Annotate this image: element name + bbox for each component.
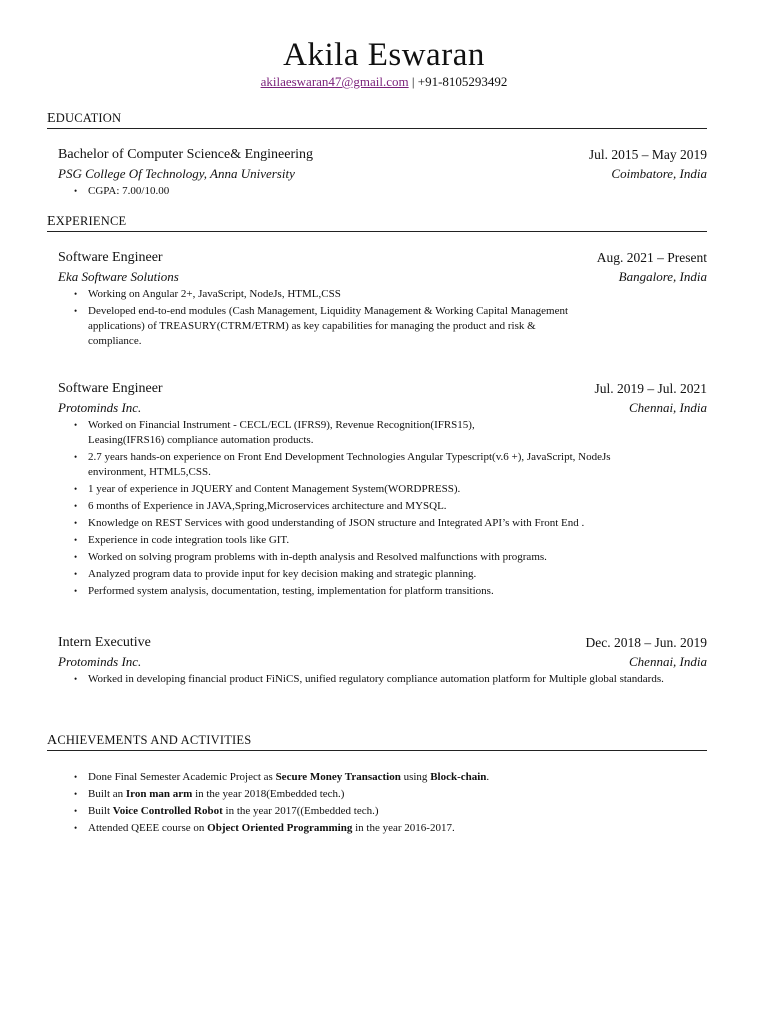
company-name: Protominds Inc. <box>58 654 142 669</box>
list-item: • Developed end-to-end modules (Cash Management, Liquidity Management & Working Capital Management applications) of TREASURY(CTRM/ETRM) as key capabilities for managing the product and risk & compliance. <box>74 304 584 349</box>
job-title: Software Engineer <box>58 250 163 265</box>
section-achievements-heading: ACHIEVEMENTS AND ACTIVITIES <box>47 732 707 751</box>
job-location: Bangalore, India <box>618 269 707 284</box>
list-item: • Built an Iron man arm in the year 2018(Embedded tech.) <box>74 787 674 802</box>
candidate-name: Akila Eswaran <box>283 37 485 73</box>
list-item: • 1 year of experience in JQUERY and Content Management System(WORDPRESS). <box>74 482 674 497</box>
job-location: Chennai, India <box>629 654 707 669</box>
company-name: Eka Software Solutions <box>58 269 179 284</box>
section-experience-heading: EXPERIENCE <box>47 213 707 232</box>
job-location: Chennai, India <box>629 400 707 415</box>
job-dates: Dec. 2018 – Jun. 2019 <box>585 635 707 650</box>
school-name: PSG College Of Technology, Anna University <box>58 166 295 181</box>
school-location: Coimbatore, India <box>611 166 707 181</box>
section-education-heading: EDUCATION <box>47 110 707 129</box>
education-list <box>74 184 674 201</box>
list-item: • Worked on Financial Instrument - CECL/ECL (IFRS9), Revenue Recognition(IFRS15), Leasing(IFRS16) compliance automation products. <box>74 418 528 448</box>
email-link[interactable]: akilaeswaran47@gmail.com <box>260 74 409 89</box>
list-item: • 6 months of Experience in JAVA,Spring,Microservices architecture and MYSQL. <box>74 499 674 514</box>
company-name: Protominds Inc. <box>58 400 142 415</box>
list-item: • Performed system analysis, documentation, testing, implementation for platform transitions. <box>74 584 674 599</box>
achievements-list <box>74 770 674 838</box>
list-item: • Working on Angular 2+, JavaScript, NodeJs, HTML,CSS <box>74 287 674 302</box>
degree-title: Bachelor of Computer Science& Engineering <box>58 147 314 162</box>
contact-line <box>0 74 768 90</box>
list-item: • Built Voice Controlled Robot in the year 2017((Embedded tech.) <box>74 804 674 819</box>
phone-number: +91-8105293492 <box>417 74 508 89</box>
list-item: • 2.7 years hands-on experience on Front End Development Technologies Angular Typescript(v.6 +), JavaScript, NodeJs environment, HTML5,CSS. <box>74 450 648 480</box>
job-duties-list <box>74 287 674 351</box>
list-item: • Worked on solving program problems with in-depth analysis and Resolved malfunctions with programs. <box>74 550 674 565</box>
job-duties-list <box>74 418 674 601</box>
list-item: • Experience in code integration tools like GIT. <box>74 533 674 548</box>
education-dates: Jul. 2015 – May 2019 <box>588 147 707 162</box>
list-item: • Analyzed program data to provide input for key decision making and strategic planning. <box>74 567 674 582</box>
list-item: • CGPA: 7.00/10.00 <box>74 184 674 199</box>
job-duties-list <box>74 672 704 689</box>
list-item: • Knowledge on REST Services with good understanding of JSON structure and Integrated API’s with Front End . <box>74 516 674 531</box>
job-title: Intern Executive <box>58 635 151 650</box>
list-item: • Worked in developing financial product FiNiCS, unified regulatory compliance automation platform for Multiple global standards. <box>74 672 704 687</box>
job-dates: Jul. 2019 – Jul. 2021 <box>594 381 707 396</box>
list-item: • Done Final Semester Academic Project as Secure Money Transaction using Block-chain. <box>74 770 674 785</box>
job-title: Software Engineer <box>58 381 163 396</box>
list-item: • Attended QEEE course on Object Oriented Programming in the year 2016-2017. <box>74 821 674 836</box>
job-dates: Aug. 2021 – Present <box>596 250 707 265</box>
contact-separator: | <box>408 74 418 89</box>
